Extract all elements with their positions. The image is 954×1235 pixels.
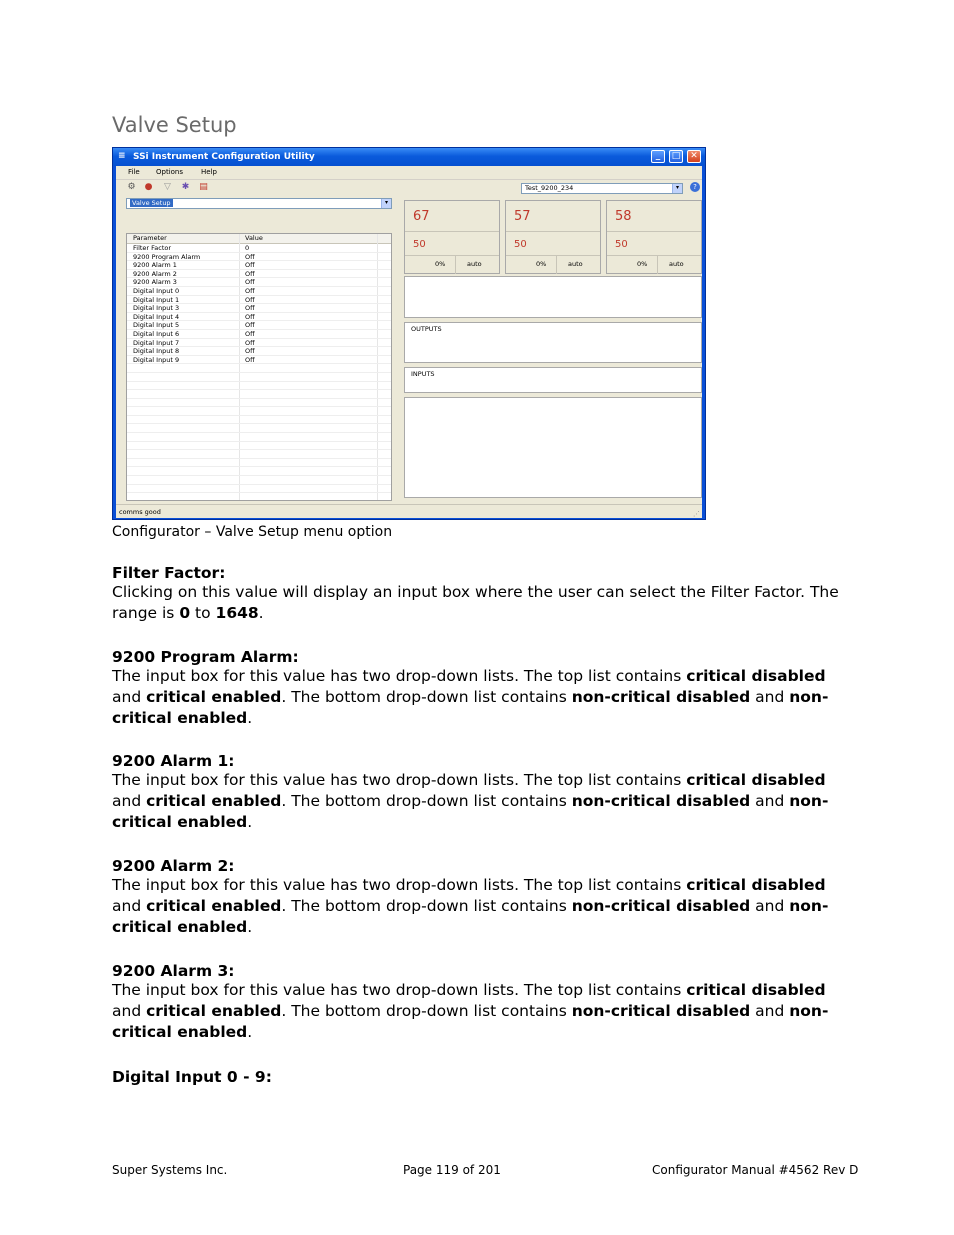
detail-panel (404, 397, 702, 498)
paragraph-text: and (112, 688, 147, 706)
paragraph-text: to (190, 604, 216, 622)
connect-icon[interactable]: ⚙ (127, 182, 136, 192)
loop-mode[interactable]: auto (467, 260, 482, 268)
left-pane (120, 196, 398, 502)
row-value[interactable]: Off (245, 329, 255, 338)
menu-options[interactable]: Options (156, 168, 184, 176)
status-bar (116, 504, 702, 519)
output-percent: 0% (637, 260, 648, 268)
setpoint-value[interactable]: 50 (413, 239, 426, 250)
paragraph-text: and (112, 792, 147, 810)
section-heading: 9200 Alarm 2: (112, 857, 235, 875)
table-row[interactable] (127, 253, 391, 262)
row-parameter: Digital Input 5 (133, 321, 180, 330)
process-value: 58 (615, 209, 632, 224)
row-value[interactable]: Off (245, 321, 255, 330)
empty-row (127, 399, 391, 408)
empty-row (127, 364, 391, 373)
table-row[interactable] (127, 278, 391, 287)
row-parameter: Digital Input 0 (133, 286, 180, 295)
row-value[interactable]: Off (245, 286, 255, 295)
row-value[interactable]: Off (245, 304, 255, 313)
bold-term: critical disabled (686, 876, 826, 894)
bold-term: 0 (179, 604, 191, 622)
row-parameter: Digital Input 9 (133, 355, 180, 364)
table-row[interactable] (127, 270, 391, 279)
section-heading: 9200 Program Alarm: (112, 648, 299, 666)
row-value[interactable]: Off (245, 261, 255, 270)
table-row[interactable] (127, 321, 391, 330)
row-parameter: Digital Input 3 (133, 304, 180, 313)
app-window-screenshot (112, 147, 706, 520)
table-row[interactable] (127, 356, 391, 365)
paragraph-text: . The bottom drop-down list contains (281, 1002, 572, 1020)
paragraph-text: and (750, 897, 790, 915)
paragraph-text: . (247, 709, 253, 727)
table-row[interactable] (127, 330, 391, 339)
empty-row (127, 433, 391, 442)
section-paragraph (112, 666, 842, 729)
row-value[interactable]: Off (245, 347, 255, 356)
paragraph-text: and (112, 897, 147, 915)
paragraph-text: . The bottom drop-down list contains (281, 688, 572, 706)
header-parameter[interactable]: Parameter (133, 234, 167, 242)
empty-row (127, 485, 391, 494)
table-row[interactable] (127, 244, 391, 253)
table-row[interactable] (127, 347, 391, 356)
figure-caption: Configurator – Valve Setup menu option (112, 524, 393, 540)
setpoint-value[interactable]: 50 (514, 239, 527, 250)
row-parameter: 9200 Alarm 2 (133, 269, 177, 278)
section-heading: Digital Input 0 - 9: (112, 1068, 272, 1086)
process-value: 67 (413, 209, 430, 224)
section-title: Valve Setup (112, 113, 237, 137)
section-heading: 9200 Alarm 1: (112, 752, 235, 770)
table-row[interactable] (127, 287, 391, 296)
paragraph-text: . The bottom drop-down list contains (281, 897, 572, 915)
paragraph-text: The input box for this value has two drop-down lists. The top list contains (112, 667, 687, 685)
parameter-list (126, 233, 392, 501)
menu-bar (116, 166, 702, 179)
bold-term: non-critical enabled (112, 688, 829, 727)
bold-term: critical disabled (686, 981, 826, 999)
close-button[interactable]: ✕ (687, 150, 701, 163)
paragraph-text: The input box for this value has two drop-down lists. The top list contains (112, 876, 687, 894)
paragraph-text: The input box for this value has two drop-down lists. The top list contains (112, 981, 687, 999)
empty-row (127, 459, 391, 468)
row-value[interactable]: Off (245, 252, 255, 261)
row-value[interactable]: Off (245, 312, 255, 321)
setpoint-value[interactable]: 50 (615, 239, 628, 250)
bold-term: non-critical disabled (571, 688, 751, 706)
row-value[interactable]: Off (245, 338, 255, 347)
footer-right: Configurator Manual #4562 Rev D (652, 1163, 859, 1177)
bold-term: critical enabled (146, 897, 282, 915)
minimize-button[interactable]: _ (651, 150, 665, 163)
row-parameter: Digital Input 8 (133, 347, 180, 356)
bold-term: critical enabled (146, 688, 282, 706)
list-rows (127, 244, 391, 501)
row-parameter: 9200 Program Alarm (133, 252, 201, 261)
bold-term: critical enabled (146, 792, 282, 810)
resize-grip-icon[interactable]: ⋰ (693, 510, 700, 518)
row-parameter: 9200 Alarm 1 (133, 261, 177, 270)
footer-center: Page 119 of 201 (403, 1163, 501, 1177)
toolbar (116, 179, 702, 196)
empty-row (127, 493, 391, 501)
table-row[interactable] (127, 339, 391, 348)
header-value[interactable]: Value (245, 234, 263, 242)
table-row[interactable] (127, 304, 391, 313)
empty-row (127, 390, 391, 399)
footer-left: Super Systems Inc. (112, 1163, 228, 1177)
inputs-panel (404, 367, 702, 393)
paragraph-text: . (247, 1023, 253, 1041)
empty-row (127, 467, 391, 476)
outputs-label: OUTPUTS (411, 325, 442, 333)
row-value[interactable]: Off (245, 278, 255, 287)
bold-term: non-critical disabled (571, 792, 751, 810)
paragraph-text: Clicking on this value will display an input box where the user can select the Filter Factor. The range is (112, 583, 839, 622)
blank-panel (404, 276, 702, 318)
section-paragraph (112, 770, 842, 833)
status-text: comms good (119, 508, 161, 516)
row-parameter: Digital Input 1 (133, 295, 180, 304)
paragraph-text: . (247, 813, 253, 831)
row-parameter: Filter Factor (133, 244, 172, 252)
row-value[interactable]: Off (245, 269, 255, 278)
row-value[interactable]: 0 (245, 244, 250, 252)
inputs-label: INPUTS (411, 370, 435, 378)
bold-term: non-critical enabled (112, 897, 829, 936)
empty-row (127, 416, 391, 425)
empty-row (127, 442, 391, 451)
section-paragraph (112, 980, 842, 1043)
chevron-down-icon[interactable]: ▾ (381, 199, 391, 208)
gear-icon[interactable]: ✱ (181, 182, 190, 192)
output-percent: 0% (435, 260, 446, 268)
loop-mode[interactable]: auto (568, 260, 583, 268)
empty-row (127, 450, 391, 459)
empty-row (127, 382, 391, 391)
maximize-button[interactable]: □ (669, 150, 683, 163)
instrument-select-value: Test_9200_234 (525, 184, 574, 192)
empty-row (127, 373, 391, 382)
process-value: 57 (514, 209, 531, 224)
chevron-down-icon[interactable]: ▾ (672, 184, 682, 193)
paragraph-text: and (750, 1002, 790, 1020)
section-heading: 9200 Alarm 3: (112, 962, 235, 980)
menu-select-value: Valve Setup (132, 199, 171, 207)
row-parameter: Digital Input 6 (133, 329, 180, 338)
paragraph-text: The input box for this value has two drop-down lists. The top list contains (112, 771, 687, 789)
window-title: SSi Instrument Configuration Utility (133, 152, 315, 162)
bold-term: 1648 (215, 604, 259, 622)
outputs-panel (404, 322, 702, 363)
table-row[interactable] (127, 296, 391, 305)
paragraph-text: and (750, 688, 790, 706)
loop-tile[interactable] (505, 200, 601, 274)
filter-icon[interactable]: ▽ (164, 182, 171, 192)
instrument-select[interactable] (521, 183, 683, 194)
row-parameter: 9200 Alarm 3 (133, 278, 177, 287)
paragraph-text: . (258, 604, 264, 622)
paragraph-text: . (247, 918, 253, 936)
bold-term: non-critical disabled (571, 897, 751, 915)
app-icon: ≡ (118, 151, 126, 161)
row-parameter: Digital Input 4 (133, 312, 180, 321)
paragraph-text: and (112, 1002, 147, 1020)
section-heading: Filter Factor: (112, 564, 226, 582)
loop-tile[interactable] (606, 200, 702, 274)
paragraph-text: . The bottom drop-down list contains (281, 792, 572, 810)
row-value[interactable]: Off (245, 295, 255, 304)
section-paragraph (112, 875, 842, 938)
paragraph-text: and (750, 792, 790, 810)
report-icon[interactable]: ▤ (199, 182, 208, 192)
window-titlebar (113, 148, 705, 166)
bold-term: non-critical enabled (112, 1002, 829, 1041)
loop-tile[interactable] (404, 200, 500, 274)
window-client (116, 166, 702, 518)
table-row[interactable] (127, 261, 391, 270)
right-pane (400, 196, 702, 502)
loop-mode[interactable]: auto (669, 260, 684, 268)
section-paragraph (112, 582, 842, 624)
flame-icon[interactable]: ● (144, 182, 153, 192)
help-icon[interactable]: ? (690, 182, 700, 192)
bold-term: critical disabled (686, 667, 826, 685)
table-row[interactable] (127, 313, 391, 322)
menu-file[interactable]: File (128, 168, 140, 176)
row-value[interactable]: Off (245, 355, 255, 364)
bold-term: non-critical disabled (571, 1002, 751, 1020)
menu-help[interactable]: Help (201, 168, 217, 176)
bold-term: critical enabled (146, 1002, 282, 1020)
menu-select[interactable] (126, 198, 392, 209)
bold-term: critical disabled (686, 771, 826, 789)
empty-row (127, 407, 391, 416)
empty-row (127, 424, 391, 433)
bold-term: non-critical enabled (112, 792, 829, 831)
empty-row (127, 476, 391, 485)
output-percent: 0% (536, 260, 547, 268)
row-parameter: Digital Input 7 (133, 338, 180, 347)
list-header (127, 234, 391, 244)
